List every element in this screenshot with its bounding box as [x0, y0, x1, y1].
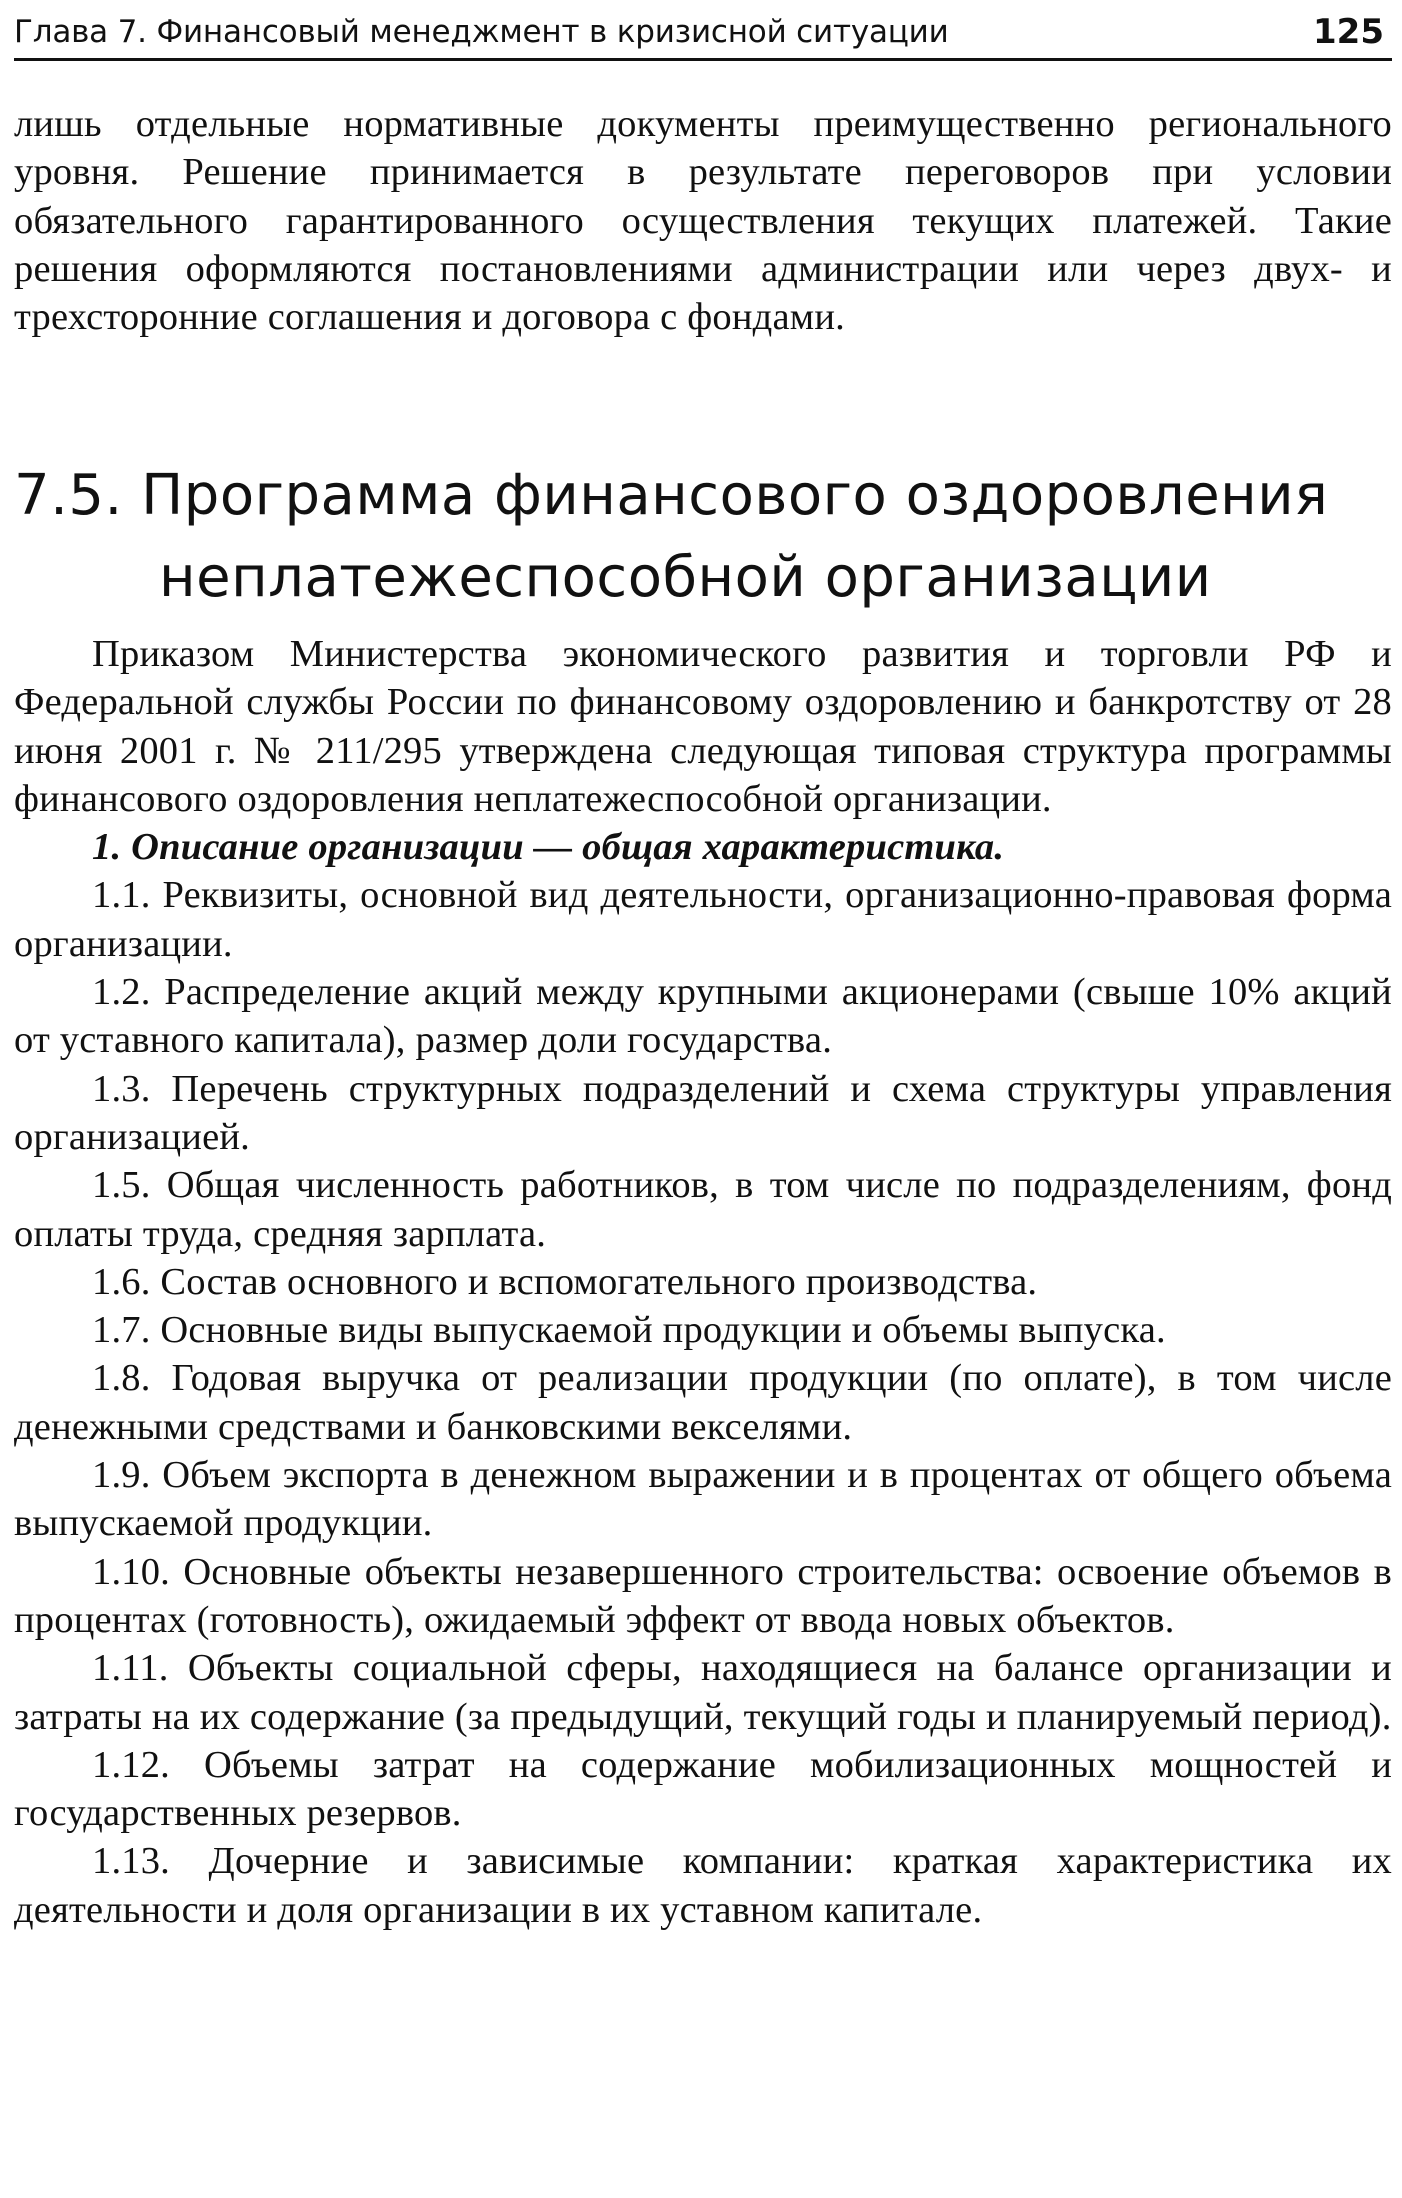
- subheading: 1. Описание организации — общая характеристика.: [92, 826, 1005, 869]
- list-item: 1.13. Дочерние и зависимые компании: краткая характеристика их деятельности и доля организации в их уставном капитале.: [14, 1840, 1392, 1931]
- chapter-title: Глава 7. Финансовый менеджмент в кризисной ситуации: [14, 14, 949, 50]
- list-item: 1.3. Перечень структурных подразделений и схема структуры управления организацией.: [14, 1067, 1392, 1158]
- list-item: 1.11. Объекты социальной сферы, находящиеся на балансе организации и затраты на их содержание (за предыдущий, текущий годы и планируемый период).: [14, 1647, 1392, 1738]
- intro-paragraph: лишь отдельные нормативные документы преимущественно регионального уровня. Решение принимается в результате переговоров при условии обязательного гарантированного осуществления текущих платежей. Такие решения оформляются постановлениями администрации или через двух- и трехсторонние соглашения и договора с фондами.: [14, 103, 1392, 339]
- list-item: 1.6. Состав основного и вспомогательного производства.: [92, 1260, 1038, 1303]
- running-header: [14, 6, 1392, 61]
- list-item: 1.10. Основные объекты незавершенного строительства: освоение объемов в процентах (готовность), ожидаемый эффект от ввода новых объектов.: [14, 1550, 1392, 1641]
- list-item: 1.12. Объемы затрат на содержание мобилизационных мощностей и государственных резервов.: [14, 1743, 1392, 1835]
- list-item: 1.2. Распределение акций между крупными акционерами (свыше 10% акций от уставного капитала), размер доли государства.: [14, 971, 1392, 1062]
- list-item: 1.8. Годовая выручка от реализации продукции (по оплате), в том числе денежными средствами и банковскими векселями.: [14, 1357, 1392, 1448]
- page-number: 125: [1313, 12, 1384, 52]
- list-item: 1.7. Основные виды выпускаемой продукции и объемы выпуска.: [92, 1309, 1166, 1352]
- section-title-line-2: неплатежеспособной организации: [159, 545, 1212, 610]
- list-item: 1.1. Реквизиты, основной вид деятельности, организационно-правовая форма организации.: [14, 874, 1392, 965]
- list-item: 1.5. Общая численность работников, в том числе по подразделениям, фонд оплаты труда, средняя зарплата.: [14, 1164, 1392, 1255]
- list-item: 1.9. Объем экспорта в денежном выражении и в процентах от общего объема выпускаемой продукции.: [14, 1454, 1392, 1545]
- section-body: [14, 630, 1392, 1934]
- section-title-line-1: 7.5. Программа финансового оздоровления: [14, 463, 1329, 528]
- lead-paragraph: Приказом Министерства экономического развития и торговли РФ и Федеральной службы России по финансовому оздоровлению и банкротству от 28 июня 2001 г. № 211/295 утверждена следующая типовая структура программы финансового оздоровления неплатежеспособной организации.: [14, 633, 1392, 820]
- section-title: [14, 455, 1392, 619]
